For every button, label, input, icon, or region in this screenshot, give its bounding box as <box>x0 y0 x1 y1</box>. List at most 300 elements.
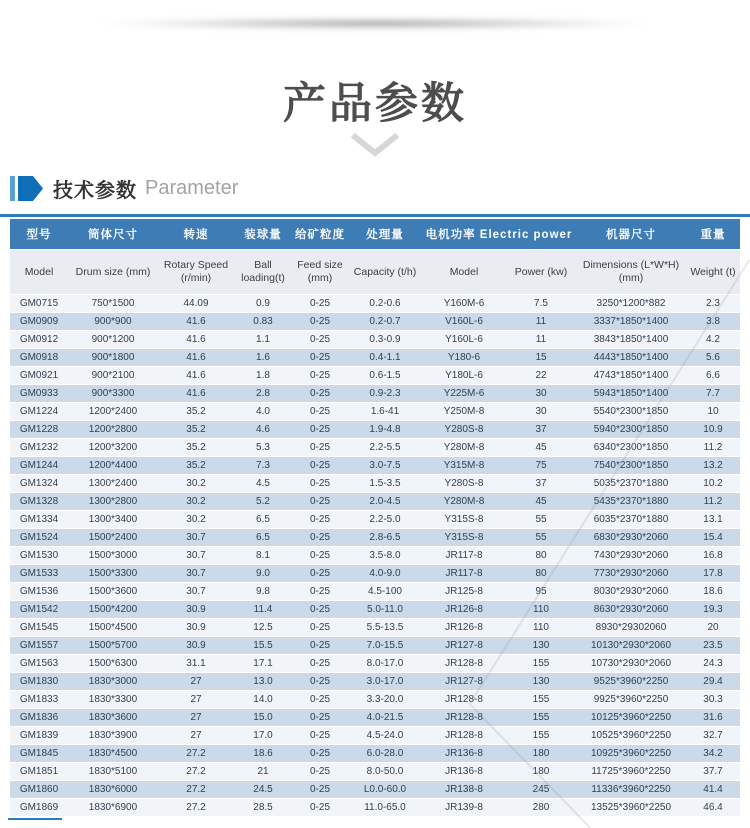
cell-drum-size: 1500*6300 <box>68 655 158 672</box>
cell-feed-size: 0-25 <box>292 421 348 438</box>
cell-motor-model: Y280S-8 <box>422 475 506 492</box>
cell-power: 37 <box>506 475 576 492</box>
cell-drum-size: 1500*4500 <box>68 619 158 636</box>
cell-dimensions: 5943*1850*1400 <box>576 385 686 402</box>
cell-model: GM1324 <box>10 475 68 492</box>
table-row <box>10 781 740 798</box>
cell-model: GM1536 <box>10 583 68 600</box>
column-header-zh: 机器尺寸 <box>576 219 686 249</box>
cell-motor-model: Y180-6 <box>422 349 506 366</box>
cell-capacity: 3.5-8.0 <box>348 547 422 564</box>
table-row <box>10 331 740 348</box>
table-row <box>10 349 740 366</box>
cell-dimensions: 5435*2370*1880 <box>576 493 686 510</box>
cell-dimensions: 13525*3960*2250 <box>576 799 686 816</box>
cell-ball-loading: 14.0 <box>234 691 292 708</box>
cell-capacity: 4.5-24.0 <box>348 727 422 744</box>
cell-rotary-speed: 44.09 <box>158 295 234 312</box>
cell-feed-size: 0-25 <box>292 565 348 582</box>
cell-rotary-speed: 27 <box>158 709 234 726</box>
cell-capacity: L0.0-60.0 <box>348 781 422 798</box>
cell-weight: 37.7 <box>686 763 740 780</box>
cell-power: 280 <box>506 799 576 816</box>
cell-drum-size: 1830*3600 <box>68 709 158 726</box>
cell-model: GM1860 <box>10 781 68 798</box>
table-row <box>10 385 740 402</box>
cell-power: 22 <box>506 367 576 384</box>
cell-model: GM1869 <box>10 799 68 816</box>
cell-motor-model: JR117-8 <box>422 565 506 582</box>
table-row <box>10 547 740 564</box>
cell-power: 130 <box>506 637 576 654</box>
cell-ball-loading: 4.6 <box>234 421 292 438</box>
cell-drum-size: 1500*3000 <box>68 547 158 564</box>
cell-motor-model: Y280S-8 <box>422 421 506 438</box>
cell-feed-size: 0-25 <box>292 511 348 528</box>
cell-rotary-speed: 30.7 <box>158 529 234 546</box>
cell-power: 245 <box>506 781 576 798</box>
cell-drum-size: 1830*3300 <box>68 691 158 708</box>
cell-feed-size: 0-25 <box>292 475 348 492</box>
cell-motor-model: Y315S-8 <box>422 511 506 528</box>
cell-motor-model: JR128-8 <box>422 655 506 672</box>
cell-dimensions: 10130*2930*2060 <box>576 637 686 654</box>
column-header-zh: 处理量 <box>348 219 422 249</box>
column-header-zh: 转速 <box>158 219 234 249</box>
cell-drum-size: 1500*3600 <box>68 583 158 600</box>
section-divider <box>0 214 750 217</box>
cell-weight: 5.6 <box>686 349 740 366</box>
table-row <box>10 295 740 312</box>
table-row <box>10 475 740 492</box>
cell-weight: 7.7 <box>686 385 740 402</box>
cell-dimensions: 9925*3960*2250 <box>576 691 686 708</box>
table-row <box>10 403 740 420</box>
table-row <box>10 655 740 672</box>
cell-weight: 4.2 <box>686 331 740 348</box>
cell-ball-loading: 9.0 <box>234 565 292 582</box>
cell-rotary-speed: 30.9 <box>158 601 234 618</box>
cell-rotary-speed: 41.6 <box>158 331 234 348</box>
cell-dimensions: 5035*2370*1880 <box>576 475 686 492</box>
column-header-en: Capacity (t/h) <box>348 250 422 294</box>
cell-model: GM1836 <box>10 709 68 726</box>
cell-drum-size: 1200*2400 <box>68 403 158 420</box>
bottom-accent-line <box>8 818 62 820</box>
cell-capacity: 8.0-50.0 <box>348 763 422 780</box>
cell-rotary-speed: 27.2 <box>158 799 234 816</box>
cell-motor-model: JR139-8 <box>422 799 506 816</box>
cell-dimensions: 11336*3960*2250 <box>576 781 686 798</box>
cell-dimensions: 6830*2930*2060 <box>576 529 686 546</box>
table-row <box>10 799 740 816</box>
cell-capacity: 4.5-100 <box>348 583 422 600</box>
cell-model: GM0912 <box>10 331 68 348</box>
cell-feed-size: 0-25 <box>292 601 348 618</box>
cell-power: 110 <box>506 601 576 618</box>
cell-power: 55 <box>506 511 576 528</box>
cell-drum-size: 900*1800 <box>68 349 158 366</box>
cell-model: GM1839 <box>10 727 68 744</box>
column-header-zh: 给矿粒度 <box>292 219 348 249</box>
cell-motor-model: Y280M-8 <box>422 493 506 510</box>
cell-model: GM0918 <box>10 349 68 366</box>
cell-model: GM1563 <box>10 655 68 672</box>
column-header-zh: 装球量 <box>234 219 292 249</box>
table-row <box>10 421 740 438</box>
table-row <box>10 727 740 744</box>
cell-capacity: 0.2-0.6 <box>348 295 422 312</box>
cell-power: 130 <box>506 673 576 690</box>
cell-weight: 24.3 <box>686 655 740 672</box>
cell-feed-size: 0-25 <box>292 403 348 420</box>
cell-feed-size: 0-25 <box>292 439 348 456</box>
cell-dimensions: 7430*2930*2060 <box>576 547 686 564</box>
cell-rotary-speed: 30.7 <box>158 583 234 600</box>
cell-weight: 17.8 <box>686 565 740 582</box>
cell-weight: 30.3 <box>686 691 740 708</box>
cell-motor-model: JR128-8 <box>422 709 506 726</box>
cell-ball-loading: 28.5 <box>234 799 292 816</box>
cell-drum-size: 1300*3400 <box>68 511 158 528</box>
column-header-en: Ball loading(t) <box>234 250 292 294</box>
column-header-zh: 筒体尺寸 <box>68 219 158 249</box>
cell-ball-loading: 8.1 <box>234 547 292 564</box>
cell-weight: 11.2 <box>686 493 740 510</box>
cell-model: GM1851 <box>10 763 68 780</box>
cell-model: GM1833 <box>10 691 68 708</box>
cell-feed-size: 0-25 <box>292 763 348 780</box>
cell-weight: 29.4 <box>686 673 740 690</box>
cell-ball-loading: 0.83 <box>234 313 292 330</box>
table-row <box>10 583 740 600</box>
cell-capacity: 1.6-41 <box>348 403 422 420</box>
cell-ball-loading: 12.5 <box>234 619 292 636</box>
column-header-en: Weight (t) <box>686 250 740 294</box>
cell-rotary-speed: 30.2 <box>158 493 234 510</box>
cell-rotary-speed: 27 <box>158 727 234 744</box>
cell-rotary-speed: 27 <box>158 673 234 690</box>
cell-weight: 18.6 <box>686 583 740 600</box>
cell-dimensions: 8630*2930*2060 <box>576 601 686 618</box>
cell-power: 55 <box>506 529 576 546</box>
cell-power: 110 <box>506 619 576 636</box>
cell-drum-size: 900*3300 <box>68 385 158 402</box>
cell-motor-model: JR127-8 <box>422 637 506 654</box>
cell-motor-model: JR127-8 <box>422 673 506 690</box>
cell-rotary-speed: 30.7 <box>158 547 234 564</box>
cell-model: GM1557 <box>10 637 68 654</box>
cell-weight: 10 <box>686 403 740 420</box>
cell-model: GM1232 <box>10 439 68 456</box>
cell-feed-size: 0-25 <box>292 295 348 312</box>
cell-rotary-speed: 41.6 <box>158 385 234 402</box>
cell-model: GM1524 <box>10 529 68 546</box>
cell-capacity: 3.3-20.0 <box>348 691 422 708</box>
cell-weight: 16.8 <box>686 547 740 564</box>
cell-rotary-speed: 35.2 <box>158 421 234 438</box>
cell-motor-model: Y315S-8 <box>422 529 506 546</box>
column-header-en: Drum size (mm) <box>68 250 158 294</box>
cell-drum-size: 1300*2400 <box>68 475 158 492</box>
cell-weight: 10.2 <box>686 475 740 492</box>
cell-power: 7.5 <box>506 295 576 312</box>
cell-capacity: 0.3-0.9 <box>348 331 422 348</box>
cell-dimensions: 7540*2300*1850 <box>576 457 686 474</box>
cell-capacity: 6.0-28.0 <box>348 745 422 762</box>
cell-dimensions: 3250*1200*882 <box>576 295 686 312</box>
cell-drum-size: 1500*3300 <box>68 565 158 582</box>
column-header-en: Dimensions (L*W*H)(mm) <box>576 250 686 294</box>
cell-dimensions: 3843*1850*1400 <box>576 331 686 348</box>
table-row <box>10 673 740 690</box>
cell-drum-size: 1830*5100 <box>68 763 158 780</box>
table-row <box>10 565 740 582</box>
cell-drum-size: 1830*3000 <box>68 673 158 690</box>
cell-power: 30 <box>506 403 576 420</box>
cell-feed-size: 0-25 <box>292 655 348 672</box>
column-header-en: Rotary Speed (r/min) <box>158 250 234 294</box>
cell-weight: 34.2 <box>686 745 740 762</box>
section-title-en: Parameter <box>145 176 239 199</box>
cell-feed-size: 0-25 <box>292 637 348 654</box>
cell-motor-model: Y160L-6 <box>422 331 506 348</box>
table-row <box>10 763 740 780</box>
cell-ball-loading: 24.5 <box>234 781 292 798</box>
cell-power: 30 <box>506 385 576 402</box>
cell-power: 95 <box>506 583 576 600</box>
cell-motor-model: V160L-6 <box>422 313 506 330</box>
cell-feed-size: 0-25 <box>292 709 348 726</box>
cell-model: GM1542 <box>10 601 68 618</box>
cell-capacity: 5.0-11.0 <box>348 601 422 618</box>
cell-rotary-speed: 30.7 <box>158 565 234 582</box>
section-title-zh: 技术参数 <box>53 179 137 202</box>
cell-capacity: 4.0-21.5 <box>348 709 422 726</box>
cell-capacity: 3.0-7.5 <box>348 457 422 474</box>
cell-weight: 13.2 <box>686 457 740 474</box>
cell-weight: 19.3 <box>686 601 740 618</box>
column-header-zh: 型号 <box>10 219 68 249</box>
table-row <box>10 619 740 636</box>
cell-weight: 20 <box>686 619 740 636</box>
cell-motor-model: JR136-8 <box>422 763 506 780</box>
cell-drum-size: 1500*2400 <box>68 529 158 546</box>
table-row <box>10 691 740 708</box>
cell-ball-loading: 1.8 <box>234 367 292 384</box>
cell-power: 180 <box>506 763 576 780</box>
cell-dimensions: 10730*2930*2060 <box>576 655 686 672</box>
cell-dimensions: 9525*3960*2250 <box>576 673 686 690</box>
spec-table-body <box>10 295 740 816</box>
cell-capacity: 8.0-17.0 <box>348 655 422 672</box>
cell-model: GM1545 <box>10 619 68 636</box>
column-header-en: Model <box>10 250 68 294</box>
cell-drum-size: 1200*3200 <box>68 439 158 456</box>
cell-ball-loading: 18.6 <box>234 745 292 762</box>
cell-motor-model: Y280M-8 <box>422 439 506 456</box>
cell-motor-model: JR126-8 <box>422 619 506 636</box>
cell-drum-size: 1200*2800 <box>68 421 158 438</box>
cell-power: 11 <box>506 331 576 348</box>
cell-model: GM1830 <box>10 673 68 690</box>
chevron-down-icon <box>349 133 401 159</box>
cell-rotary-speed: 30.9 <box>158 619 234 636</box>
cell-model: GM1328 <box>10 493 68 510</box>
cell-dimensions: 4743*1850*1400 <box>576 367 686 384</box>
cell-drum-size: 900*1200 <box>68 331 158 348</box>
cell-motor-model: Y160M-6 <box>422 295 506 312</box>
cell-drum-size: 1300*2800 <box>68 493 158 510</box>
cell-ball-loading: 1.6 <box>234 349 292 366</box>
cell-feed-size: 0-25 <box>292 691 348 708</box>
cell-dimensions: 4443*1850*1400 <box>576 349 686 366</box>
cell-weight: 2.3 <box>686 295 740 312</box>
cell-rotary-speed: 35.2 <box>158 439 234 456</box>
cell-capacity: 1.9-4.8 <box>348 421 422 438</box>
cell-power: 37 <box>506 421 576 438</box>
cell-capacity: 3.0-17.0 <box>348 673 422 690</box>
cell-feed-size: 0-25 <box>292 745 348 762</box>
cell-drum-size: 1830*4500 <box>68 745 158 762</box>
cell-weight: 10.9 <box>686 421 740 438</box>
cell-dimensions: 11725*3960*2250 <box>576 763 686 780</box>
cell-motor-model: Y225M-6 <box>422 385 506 402</box>
cell-motor-model: JR136-8 <box>422 745 506 762</box>
cell-rotary-speed: 30.2 <box>158 511 234 528</box>
cell-capacity: 7.0-15.5 <box>348 637 422 654</box>
table-row <box>10 709 740 726</box>
column-header-en: Power (kw) <box>506 250 576 294</box>
cell-weight: 6.6 <box>686 367 740 384</box>
cell-model: GM1244 <box>10 457 68 474</box>
cell-feed-size: 0-25 <box>292 349 348 366</box>
cell-dimensions: 3337*1850*1400 <box>576 313 686 330</box>
cell-feed-size: 0-25 <box>292 313 348 330</box>
cell-ball-loading: 13.0 <box>234 673 292 690</box>
cell-drum-size: 1200*4400 <box>68 457 158 474</box>
cell-feed-size: 0-25 <box>292 583 348 600</box>
cell-power: 45 <box>506 493 576 510</box>
cell-dimensions: 6340*2300*1850 <box>576 439 686 456</box>
cell-capacity: 0.2-0.7 <box>348 313 422 330</box>
cell-capacity: 2.2-5.0 <box>348 511 422 528</box>
spec-table <box>10 218 740 817</box>
cell-capacity: 2.2-5.5 <box>348 439 422 456</box>
pentagon-arrow-icon <box>18 176 43 201</box>
cell-rotary-speed: 27.2 <box>158 763 234 780</box>
table-row <box>10 313 740 330</box>
cell-weight: 32.7 <box>686 727 740 744</box>
cell-dimensions: 5540*2300*1850 <box>576 403 686 420</box>
table-row <box>10 637 740 654</box>
section-header <box>10 173 750 203</box>
cell-ball-loading: 7.3 <box>234 457 292 474</box>
cell-drum-size: 1830*3900 <box>68 727 158 744</box>
cell-model: GM1533 <box>10 565 68 582</box>
table-row <box>10 493 740 510</box>
cell-drum-size: 1500*4200 <box>68 601 158 618</box>
table-row <box>10 745 740 762</box>
table-row <box>10 601 740 618</box>
cell-weight: 13.1 <box>686 511 740 528</box>
cell-feed-size: 0-25 <box>292 367 348 384</box>
cell-power: 45 <box>506 439 576 456</box>
cell-ball-loading: 17.0 <box>234 727 292 744</box>
table-row <box>10 439 740 456</box>
pentagon-arrow-icon <box>10 176 15 201</box>
cell-feed-size: 0-25 <box>292 619 348 636</box>
cell-motor-model: Y250M-8 <box>422 403 506 420</box>
cell-ball-loading: 21 <box>234 763 292 780</box>
column-header-en: Feed size (mm) <box>292 250 348 294</box>
cell-motor-model: Y315M-8 <box>422 457 506 474</box>
cell-model: GM0921 <box>10 367 68 384</box>
cell-dimensions: 8930*29302060 <box>576 619 686 636</box>
cell-rotary-speed: 35.2 <box>158 403 234 420</box>
cell-motor-model: JR128-8 <box>422 727 506 744</box>
cell-feed-size: 0-25 <box>292 781 348 798</box>
cell-model: GM1334 <box>10 511 68 528</box>
cell-power: 155 <box>506 691 576 708</box>
cell-rotary-speed: 41.6 <box>158 349 234 366</box>
cell-ball-loading: 0.9 <box>234 295 292 312</box>
cell-rotary-speed: 35.2 <box>158 457 234 474</box>
cell-dimensions: 10925*3960*2250 <box>576 745 686 762</box>
cell-motor-model: Y180L-6 <box>422 367 506 384</box>
cell-power: 155 <box>506 709 576 726</box>
cell-power: 80 <box>506 547 576 564</box>
cell-weight: 3.8 <box>686 313 740 330</box>
table-row <box>10 457 740 474</box>
cell-capacity: 1.5-3.5 <box>348 475 422 492</box>
cell-feed-size: 0-25 <box>292 457 348 474</box>
cell-motor-model: JR138-8 <box>422 781 506 798</box>
cell-dimensions: 5940*2300*1850 <box>576 421 686 438</box>
cell-drum-size: 1830*6900 <box>68 799 158 816</box>
cell-weight: 23.5 <box>686 637 740 654</box>
cell-dimensions: 6035*2370*1880 <box>576 511 686 528</box>
cell-motor-model: JR128-8 <box>422 691 506 708</box>
cell-weight: 11.2 <box>686 439 740 456</box>
cell-feed-size: 0-25 <box>292 547 348 564</box>
cell-weight: 46.4 <box>686 799 740 816</box>
column-header-zh: 电机功率 Electric power <box>422 219 576 249</box>
cell-capacity: 2.8-6.5 <box>348 529 422 546</box>
cell-drum-size: 900*900 <box>68 313 158 330</box>
cell-model: GM1845 <box>10 745 68 762</box>
cell-feed-size: 0-25 <box>292 727 348 744</box>
cell-dimensions: 10125*3960*2250 <box>576 709 686 726</box>
cell-power: 155 <box>506 727 576 744</box>
cell-rotary-speed: 30.9 <box>158 637 234 654</box>
cell-power: 155 <box>506 655 576 672</box>
table-row <box>10 367 740 384</box>
column-header-en: Model <box>422 250 506 294</box>
cell-ball-loading: 6.5 <box>234 511 292 528</box>
cell-power: 75 <box>506 457 576 474</box>
cell-rotary-speed: 27.2 <box>158 781 234 798</box>
cell-capacity: 5.5-13.5 <box>348 619 422 636</box>
cell-ball-loading: 1.1 <box>234 331 292 348</box>
cell-rotary-speed: 41.6 <box>158 313 234 330</box>
cell-power: 11 <box>506 313 576 330</box>
title-chevron-wrap <box>0 133 750 159</box>
cell-ball-loading: 11.4 <box>234 601 292 618</box>
cell-ball-loading: 9.8 <box>234 583 292 600</box>
cell-weight: 15.4 <box>686 529 740 546</box>
cell-drum-size: 900*2100 <box>68 367 158 384</box>
